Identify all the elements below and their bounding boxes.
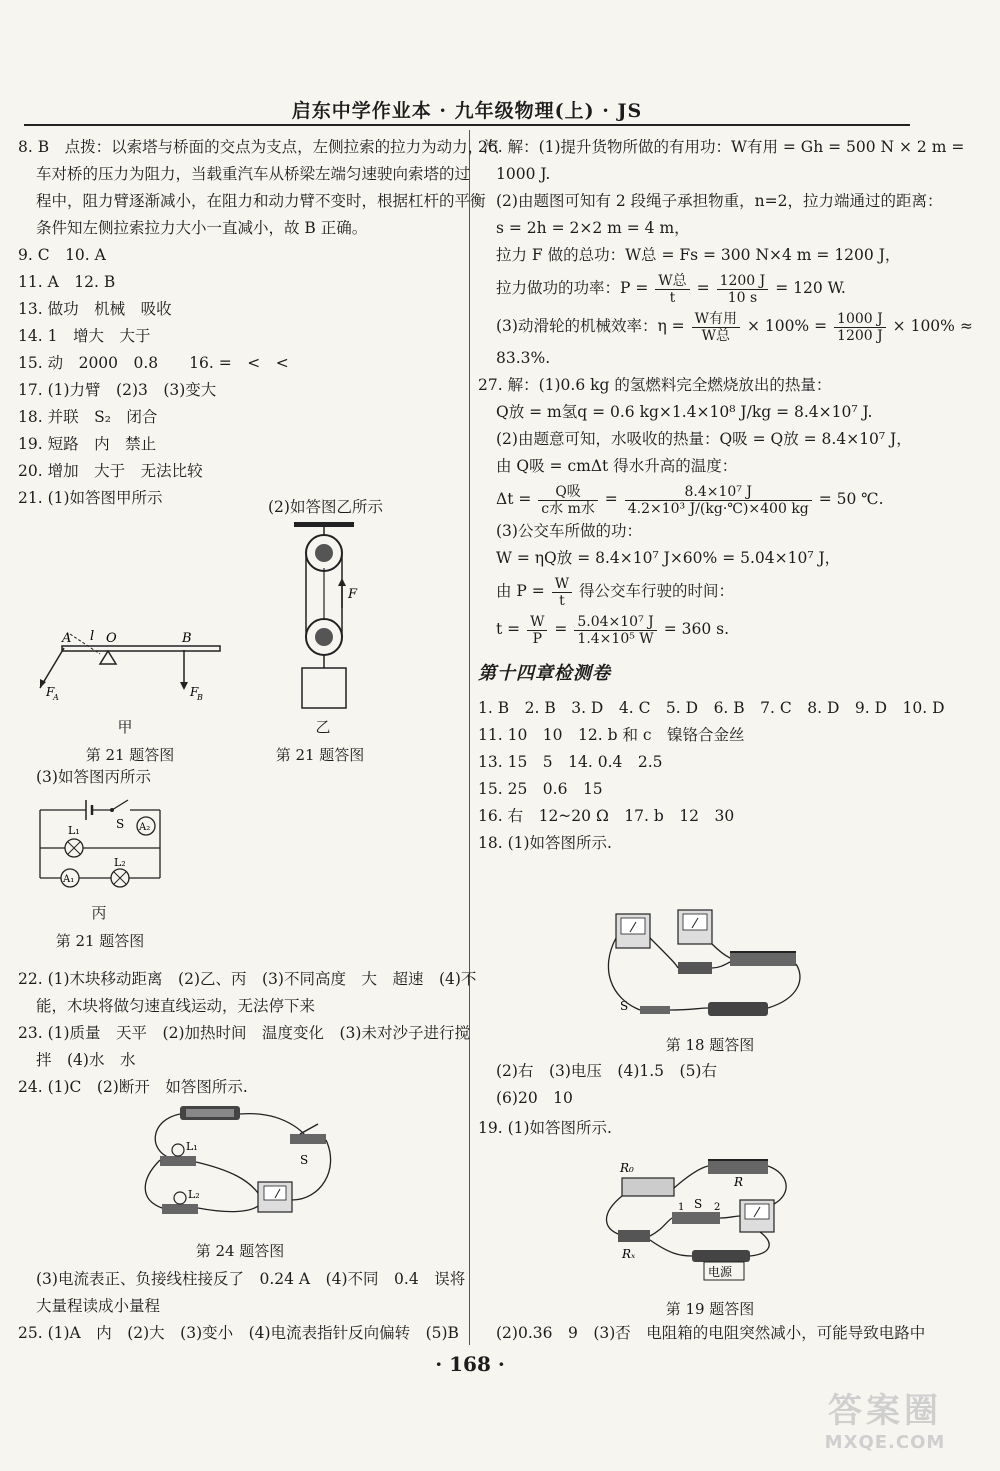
q26-line-2: 1000 J. [496, 165, 551, 183]
q26-power [478, 269, 912, 307]
figure-19-wiring [600, 1154, 810, 1284]
fraction: $\frac{\text{Q吸}}{\text{c水 m水}}$ [538, 484, 598, 517]
header-rule [24, 124, 910, 126]
q27-line-3: (2)由题意可知，水吸收的热量：Q吸 = Q放 = 8.4×10⁷ J， [496, 430, 912, 448]
q25-line: 25. (1)A 内 (2)大 (3)变小 (4)电流表指针反向偏转 (5)B [18, 1324, 459, 1342]
q19-rest-line: (2)0.36 9 (3)否 电阻箱的电阻突然减小，可能导致电路中 [496, 1324, 926, 1342]
label-s: S [116, 817, 125, 831]
q27-t-suffix: = 360 s. [663, 620, 730, 638]
fraction: $\frac{W}{P}$ [527, 614, 547, 647]
label-fa-sub: A [53, 693, 59, 702]
label-a: A [62, 631, 72, 646]
left-column [18, 134, 499, 512]
q26-eff-suffix: × 100% ≈ [892, 317, 973, 335]
right-column-mid [496, 1058, 906, 1112]
q26-power-suffix: = 120 W. [775, 279, 846, 297]
answer-line: 17. (1)力臂 (2)3 (3)变大 [18, 381, 217, 399]
left-column-bottom [36, 1266, 466, 1320]
q22-line-2: 能，木块将做匀速直线运动，无法停下来 [36, 997, 316, 1015]
q23-line-2: 拌 (4)水 水 [36, 1051, 136, 1069]
fraction: $\frac{1000 J}{1200 J}$ [834, 311, 886, 344]
fig-yi-label: 乙 [315, 718, 331, 736]
q27-time-prefix: 由 P = [496, 582, 545, 600]
q27-line-1: 27. 解：(1)0.6 kg 的氢燃料完全燃烧放出的热量： [478, 376, 832, 394]
label-rx: Rₓ [622, 1247, 636, 1261]
label-l2: L₂ [114, 856, 126, 869]
force-f-arrow [338, 578, 346, 586]
equals: = [696, 279, 710, 297]
q21-part2: (2)如答图乙所示 [268, 498, 383, 516]
q26-power-prefix: 拉力做功的功率：P = [496, 279, 649, 297]
answer-q8 [18, 134, 499, 242]
answer-line: 18. (1)如答图所示. [478, 834, 612, 852]
q19-line: 19. (1)如答图所示. [478, 1119, 612, 1137]
q26-line-5: 拉力 F 做的总功：W总 = Fs = 300 N×4 m = 1200 J， [496, 246, 901, 264]
label-fb-sub: B [197, 693, 203, 702]
lever-bar [62, 646, 220, 651]
q27-delta-t [478, 480, 912, 518]
answer-line: 1. B 2. B 3. D 4. C 5. D 6. B 7. C 8. D 9. D 10. D [478, 699, 945, 717]
answer-line: 20. 增加 大于 无法比较 [18, 462, 203, 480]
label-fa: F [46, 685, 55, 699]
fig18-caption: 第 18 题答图 [665, 1036, 755, 1054]
q18-rest-2: (6)20 10 [496, 1089, 573, 1107]
answer-line: 9. C 10. A [18, 246, 106, 264]
label-o: O [106, 631, 117, 646]
movable-pulley-hub [315, 628, 333, 646]
figure-circuit-bing [36, 790, 166, 895]
figure-lever-jia [30, 620, 230, 705]
answer-line: 16. 右 12~20 Ω 17. b 12 30 [478, 807, 735, 825]
resistor-rx [618, 1230, 650, 1242]
resistance-box [622, 1178, 674, 1196]
rheostat [730, 952, 796, 966]
q26-eff-prefix: (3)动滑轮的机械效率：η = [496, 317, 685, 335]
fig-jia-label: 甲 [117, 718, 133, 736]
fixed-pulley-hub [315, 544, 333, 562]
label-r: R [734, 1175, 744, 1189]
q26-line-1: 26. 解：(1)提升货物所做的有用功：W有用 = Gh = 500 N × 2 m = [478, 138, 965, 156]
answer-line: 14. 1 增大 大于 [18, 327, 151, 345]
q23-line-1: 23. (1)质量 天平 (2)加热时间 温度变化 (3)未对沙子进行搅 [18, 1024, 470, 1042]
q27-3-line-1: (3)公交车所做的功： [496, 522, 642, 540]
battery-pack [692, 1250, 750, 1262]
answer-line: 15. 动 2000 0.8 16. = < < [18, 354, 289, 372]
fig-bing-label: 丙 [91, 904, 107, 922]
figure-pulley-yi [290, 520, 370, 715]
switch [640, 1006, 670, 1014]
label-s: S [694, 1197, 703, 1211]
q27-line-2: Q放 = m氢q = 0.6 kg×1.4×10⁸ J/kg = 8.4×10⁷ J. [496, 403, 873, 421]
q26-line-3: (2)由题图可知有 2 段绳子承担物重，n=2，拉力端通过的距离： [496, 192, 943, 210]
q27-time-suffix: 得公交车行驶的时间： [579, 582, 735, 600]
label-l1: L₁ [186, 1140, 198, 1153]
figure-18-wiring [600, 908, 810, 1028]
q8-line-1: 8. B 点拨：以索塔与桥面的交点为支点，左侧拉索的拉力为动力，汽 [18, 138, 499, 156]
switch [290, 1134, 326, 1144]
figure-24-wiring [140, 1100, 350, 1220]
lamp-holder-l2 [162, 1204, 198, 1214]
answer-line: 18. 并联 S₂ 闭合 [18, 408, 158, 426]
fraction: $\frac{\text{W总}}{t}$ [655, 273, 689, 306]
fig19-caption: 第 19 题答图 [665, 1300, 755, 1318]
label-r0: R₀ [620, 1161, 634, 1175]
answer-line: 13. 15 5 14. 0.4 2.5 [478, 753, 663, 771]
fraction: $\frac{\text{8.4×10⁷ J}}{\text{4.2×10³ J/(kg·℃)×400 kg}}$ [625, 484, 812, 517]
q21-part1: 21. (1)如答图甲所示 [18, 489, 163, 507]
fig24-caption: 第 24 题答图 [195, 1242, 285, 1260]
q24-line: 24. (1)C (2)断开 如答图所示. [18, 1078, 248, 1096]
watermark-line-1: 答案圈 [828, 1391, 942, 1431]
label-f: F [348, 587, 358, 602]
label-s: S [620, 999, 629, 1013]
answer-line: 11. 10 10 12. b 和 c 镍铬合金丝 [478, 726, 745, 744]
q26-eff-result: 83.3%. [496, 349, 551, 367]
label-b: B [182, 631, 192, 646]
page-number: · 168 · [435, 1352, 505, 1376]
switch [672, 1212, 720, 1224]
q26-line-4: s = 2h = 2×2 m = 4 m， [496, 219, 690, 237]
answer-line: 15. 25 0.6 15 [478, 780, 603, 798]
q21-part3: (3)如答图丙所示 [36, 768, 151, 786]
q22-line-1: 22. (1)木块移动距离 (2)乙、丙 (3)不同高度 大 超速 (4)不 [18, 970, 477, 988]
q26-efficiency [478, 307, 973, 345]
q18-rest-1: (2)右 (3)电压 (4)1.5 (5)右 [496, 1062, 717, 1080]
label-l1: L₁ [68, 824, 80, 837]
watermark-line-2: MXQE.COM [824, 1432, 946, 1453]
fulcrum [100, 651, 116, 664]
lamp-holder-l1 [160, 1156, 196, 1166]
switch-blade [112, 800, 128, 810]
q8-line-2: 车对桥的压力为阻力，当载重汽车从桥梁左端匀速驶向索塔的过 [36, 165, 471, 183]
label-a1: A₁ [63, 874, 75, 885]
q27-t-prefix: t = [496, 620, 521, 638]
q8-line-4: 条件知左侧拉索拉力大小一直减小，故 B 正确。 [36, 219, 368, 237]
watermark [780, 1390, 990, 1465]
equals: = [554, 620, 568, 638]
q8-line-3: 程中，阻力臂逐渐减小，在阻力和动力臂不变时，根据杠杆的平衡 [36, 192, 486, 210]
column-divider [469, 130, 470, 1345]
label-one: 1 [678, 1202, 685, 1213]
page-header: 启东中学作业本 · 九年级物理(上) · JS [291, 100, 643, 122]
ceiling [294, 522, 354, 527]
q27-dt-suffix: = 50 ℃. [818, 490, 884, 508]
equals: = [604, 490, 618, 508]
q27-line-4: 由 Q吸 = cmΔt 得水升高的温度： [496, 457, 738, 475]
fraction: $\frac{1200 J}{10 s}$ [717, 273, 769, 306]
fraction: $\frac{\text{5.04×10⁷ J}}{\text{1.4×10⁵ W}}$ [574, 614, 656, 647]
q27-t [478, 610, 912, 648]
label-fb: F [190, 685, 199, 699]
load-block [302, 668, 346, 708]
section-title: 第十四章检测卷 [478, 663, 611, 684]
battery-pack [708, 1002, 768, 1016]
label-s: S [300, 1153, 309, 1167]
label-l2: L₂ [188, 1188, 200, 1201]
fraction: $\frac{\text{W有用}}{\text{W总}}$ [692, 311, 740, 344]
fig-bing-caption: 第 21 题答图 [55, 932, 145, 950]
answer-line: 11. A 12. B [18, 273, 116, 291]
resistor [678, 962, 712, 974]
q27-3-line-2: W = ηQ放 = 8.4×10⁷ J×60% = 5.04×10⁷ J， [496, 549, 841, 567]
fraction: $\frac{W}{t}$ [552, 576, 572, 609]
fig-yi-caption: 第 21 题答图 [275, 746, 365, 764]
q26-eff-mid: × 100% = [746, 317, 828, 335]
label-two: 2 [714, 1202, 721, 1213]
q24-3-line-2: 大量程读成小量程 [36, 1297, 161, 1315]
answer-line: 19. 短路 内 禁止 [18, 435, 157, 453]
rheostat [708, 1160, 768, 1174]
force-fb-arrow [180, 682, 188, 690]
right-column [478, 134, 973, 857]
q27-dt-prefix: Δt = [496, 490, 532, 508]
label-l: l [90, 629, 95, 644]
fig-jia-caption: 第 21 题答图 [85, 746, 175, 764]
label-power: 电源 [708, 1265, 733, 1279]
q24-3-line-1: (3)电流表正、负接线柱接反了 0.24 A (4)不同 0.4 误将 [36, 1270, 466, 1288]
left-column-lower [18, 966, 477, 1101]
answer-line: 13. 做功 机械 吸收 [18, 300, 172, 318]
label-a2: A₂ [139, 822, 151, 833]
q27-time [478, 572, 912, 610]
